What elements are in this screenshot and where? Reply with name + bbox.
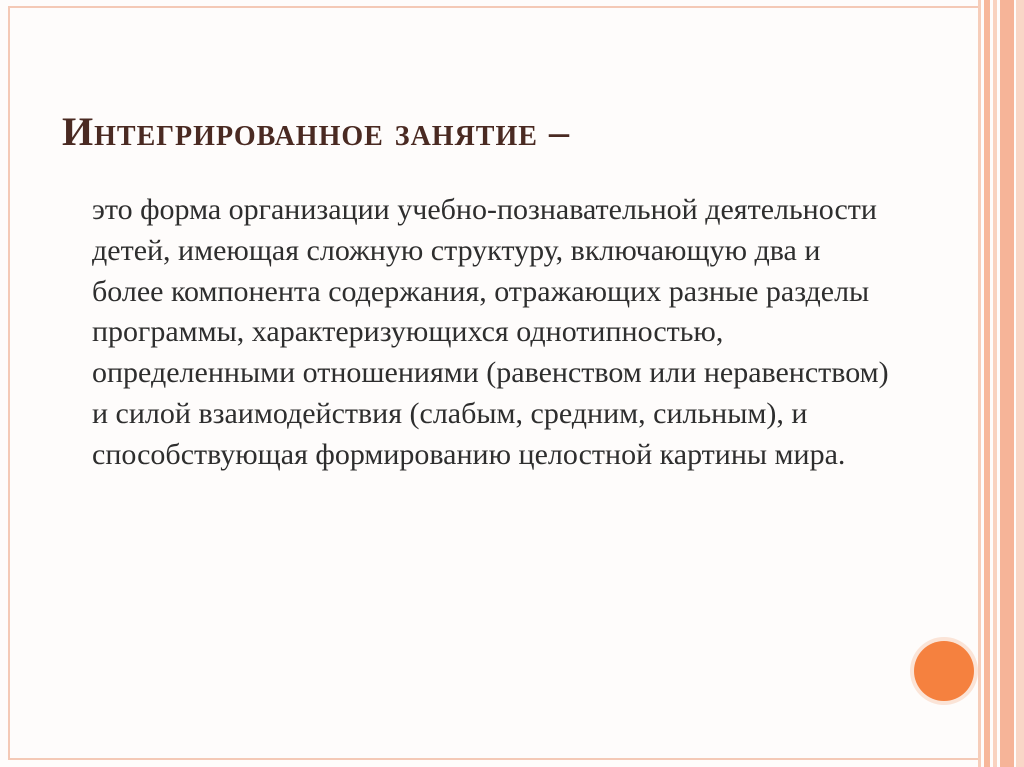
decorative-stripe (1000, 0, 1014, 767)
frame-left-line (8, 6, 10, 760)
slide-title: Интегрированное занятие – (62, 109, 570, 154)
decorative-stripe (984, 0, 990, 767)
decorative-circle-icon (914, 641, 974, 701)
frame-top-line (8, 6, 978, 8)
decorative-stripe (1016, 0, 1024, 767)
decorative-stripe (978, 0, 981, 767)
frame-bottom-line (8, 758, 978, 760)
slide-body-text: это форма организации учебно-познавательной деятельности детей, имеющая сложную структуру, включающую два и более компонента содержания, отражающих разные разделы программы, характеризующихся однотипностью, определенными отношениями (равенством или неравенством) и силой взаимодействия (слабым, средним, сильным), и способствующая формированию целостной картины мира. (92, 193, 889, 471)
decorative-stripe (993, 0, 997, 767)
